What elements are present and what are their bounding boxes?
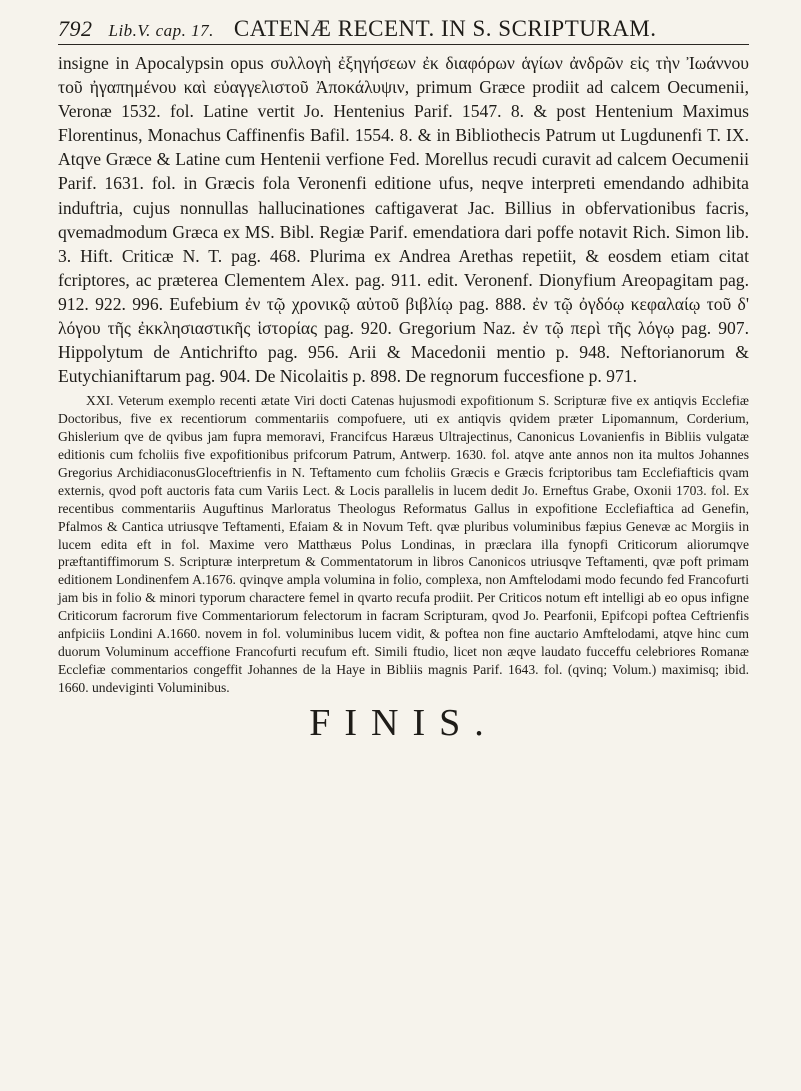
header-rule (58, 44, 749, 45)
chapter-reference: Lib.V. cap. 17. (108, 21, 214, 40)
finis-closing: FINIS. (309, 701, 498, 744)
running-head (58, 14, 749, 44)
footnote-number: XXI. (86, 393, 114, 409)
footnote (58, 392, 749, 696)
page-number: 792 (58, 16, 93, 41)
footnote-text: Veterum exemplo recenti ætate Viri docti Catenas hujusmodi expofitionum S. Scripturæ five ex antiqvis Ecclefiæ Doctoribus, five ex recentiorum commentariis compofuere, uti ex antiqvis qvidem præter Lipomannum, Corderium, Ghislerium qve de qvibus jam fupra memoravi, Francifcus Haræus Ultrajectinus, Canonicus Lovanienfis in Bibliis vulgatæ editionis cum fcholiis five expofitionibus prifcorum Patrum, Antwerp. 1630. fol. atqve ante annos non ita multos Johannes Gregorius ArchidiaconusGloceftrienfis in N. Teftamento cum fcholiis Græcis e Græcis fcriptoribus tam Ecclefiafticis qvam externis, qvod poft auctoris fata cum Variis Lect. & Locis parallelis in lucem dedit Jo. Erneftus Grabe, Oxonii 1703. fol. Ex recentibus commentariis Auguftinus Marloratus Theologus Reformatus Gallus in expofitione Ecclefiaftica ad Genefin, Pfalmos & Cantica utriusqve Teftamenti, Efaiam & in Novum Teft. qvæ pluribus voluminibus fæpius Genevæ ac Morgiis in lucem edita eft in fol. Maxime vero Matthæus Polus Londinas, in præclara illa fynopfi Criticorum aliorumqve præftantiffimorum S. Scripturæ interpretum & Commentatorum in libros Canonicos utriusqve Teftamenti, qvæ poft primam editionem Londinenfem A.1676. qvinqve ampla volumina in folio, complexa, non Amftelodami modo fecundo fed Francofurti jam bis in folio & minori typorum charactere femel in qvarto recufa prodiit. Per Criticos notum eft intelligi ab eo opus infigne Criticorum facrorum five Commentariorum felectorum in facram Scripturam, qvod Jo. Pearfonii, Epifcopi poftea Ceftrienfis anfpiciis Londini A.1660. novem in fol. voluminibus lucem vidit, & poftea non fine auctario Amftelodami, atqve hinc cum duorum Voluminum acceffione Francofurti recufum eft. Simili ftudio, licet non æqve laudato fucceffu celebriores Romanæ Ecclefiæ commentarios congeffit Johannes de la Haye in Bibliis magnis Parif. 1643. fol. (qvinq; Volum.) maximisq; ibid. 1660. undeviginti Voluminibus. (58, 393, 749, 695)
running-title: CATENÆ RECENT. IN S. SCRIPTURAM. (233, 16, 657, 41)
main-paragraph: insigne in Apocalypsin opus συλλογὴ ἐξηγήσεων ἐκ διαφόρων ἁγίων ἀνδρῶν εἰς τὴν Ἰωάννου τοῦ ἠγαπημένου καὶ εὐαγγελιστοῦ Ἀποκάλυψιν, primum Græce prodiit ad calcem Oecumenii, Veronæ 1532. fol. Latine vertit Jo. Hentenius Parif. 1547. 8. & post Hentenium Maximus Florentinus, Monachus Caffinenfis Bafil. 1554. 8. & in Bibliothecis Patrum ut Lugdunenfi T. IX. Atqve Græce & Latine cum Hentenii verfione Fed. Morellus recudi curavit ad calcem Oecumenii Parif. 1631. fol. in Græcis fola Veronenfi editione ufus, neqve interpreti emendando adhibita induftria, cujus nonnullas hallucinationes caftigaverat Jac. Billius in obfervationibus facris, qvemadmodum Græca ex MS. Bibl. Regiæ Parif. emendatiora dari poffe notavit Rich. Simon lib. 3. Hift. Criticæ N. T. pag. 468. Plurima ex Andrea Arethas repetiit, & eosdem etiam citat fcriptores, ac præterea Clementem Alex. pag. 911. edit. Veronenf. Dionyfium Areopagitam pag. 912. 922. 996. Eufebium ἐν τῷ χρονικῷ αὐτοῦ βιβλίῳ pag. 888. ἐν τῷ ὀγδόῳ κεφαλαίῳ τοῦ δ' λόγου τῆς ἐκκλησιαστικῆς ἱστορίας pag. 920. Gregorium Naz. ἐν τῷ περὶ τῆς λόγῳ pag. 907. Hippolytum de Antichrifto pag. 956. Arii & Macedonii mentio p. 948. Neftorianorum & Eutychianiftarum pag. 904. De Nicolaitis p. 898. De regnorum fuccesfione p. 971. (58, 53, 749, 387)
